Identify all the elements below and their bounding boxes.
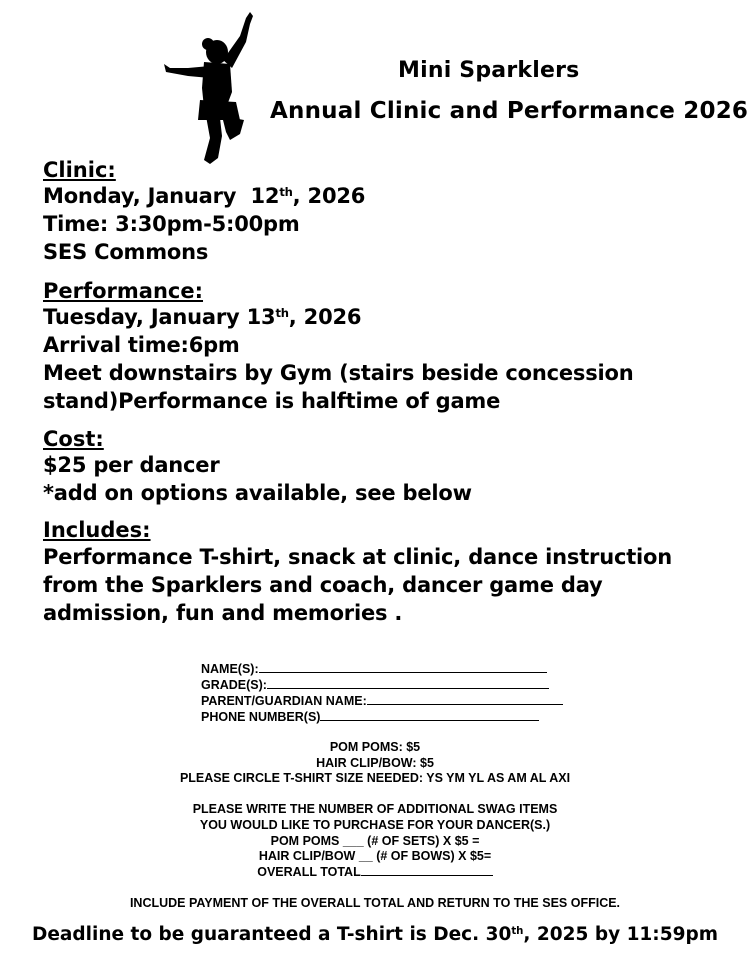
tshirt-size-instruction: PLEASE CIRCLE T-SHIRT SIZE NEEDED: YS YM YL AS AM AL AXI (179, 771, 571, 785)
tshirt-deadline: Deadline to be guaranteed a T-shirt is Dec. 30th, 2025 by 11:59pm (32, 924, 718, 945)
pom-poms-price: POM POMS: $5 (329, 740, 421, 754)
cost-note: *add on options available, see below (43, 481, 472, 505)
includes-line2: from the Sparklers and coach, dancer game day (43, 573, 603, 597)
flyer-title-line2: Annual Clinic and Performance 2026 (270, 98, 749, 124)
performance-arrival: Arrival time:6pm (43, 333, 240, 357)
performance-heading: Performance: (43, 279, 204, 303)
parent-name-field[interactable]: PARENT/GUARDIAN NAME: (201, 693, 563, 708)
phone-field[interactable]: PHONE NUMBER(S) (201, 709, 539, 724)
performance-date: Tuesday, January 13th, 2026 (43, 305, 362, 329)
cost-heading: Cost: (43, 427, 104, 451)
dancer-silhouette-image (160, 8, 260, 166)
includes-line1: Performance T-shirt, snack at clinic, dance instruction (43, 545, 673, 569)
names-field[interactable]: NAME(S): (201, 661, 547, 676)
clinic-time: Time: 3:30pm-5:00pm (43, 212, 300, 236)
grades-field[interactable]: GRADE(S): (201, 677, 549, 692)
performance-meet-line2: stand)Performance is halftime of game (43, 389, 501, 413)
swag-instruction-line1: PLEASE WRITE THE NUMBER OF ADDITIONAL SWAG ITEMS (192, 802, 558, 816)
clinic-heading: Clinic: (43, 158, 116, 182)
includes-heading: Includes: (43, 518, 151, 542)
performance-meet-line1: Meet downstairs by Gym (stairs beside concession (43, 361, 634, 385)
hair-clip-quantity-line[interactable]: HAIR CLIP/BOW __ (# OF BOWS) X $5= (258, 849, 492, 863)
includes-line3: admission, fun and memories . (43, 601, 403, 625)
hair-clip-price: HAIR CLIP/BOW: $5 (316, 756, 434, 770)
flyer-title-line1: Mini Sparklers (398, 58, 580, 83)
payment-note: INCLUDE PAYMENT OF THE OVERALL TOTAL AND RETURN TO THE SES OFFICE. (129, 896, 621, 910)
overall-total-field[interactable]: OVERALL TOTAL (0, 864, 750, 879)
swag-instruction-line2: YOU WOULD LIKE TO PURCHASE FOR YOUR DANCER(S.) (199, 818, 551, 832)
cost-price: $25 per dancer (43, 453, 220, 477)
clinic-location: SES Commons (43, 240, 209, 264)
clinic-date: Monday, January 12th, 2026 (43, 184, 366, 208)
pom-poms-quantity-line[interactable]: POM POMS ___ (# OF SETS) X $5 = (270, 834, 480, 848)
